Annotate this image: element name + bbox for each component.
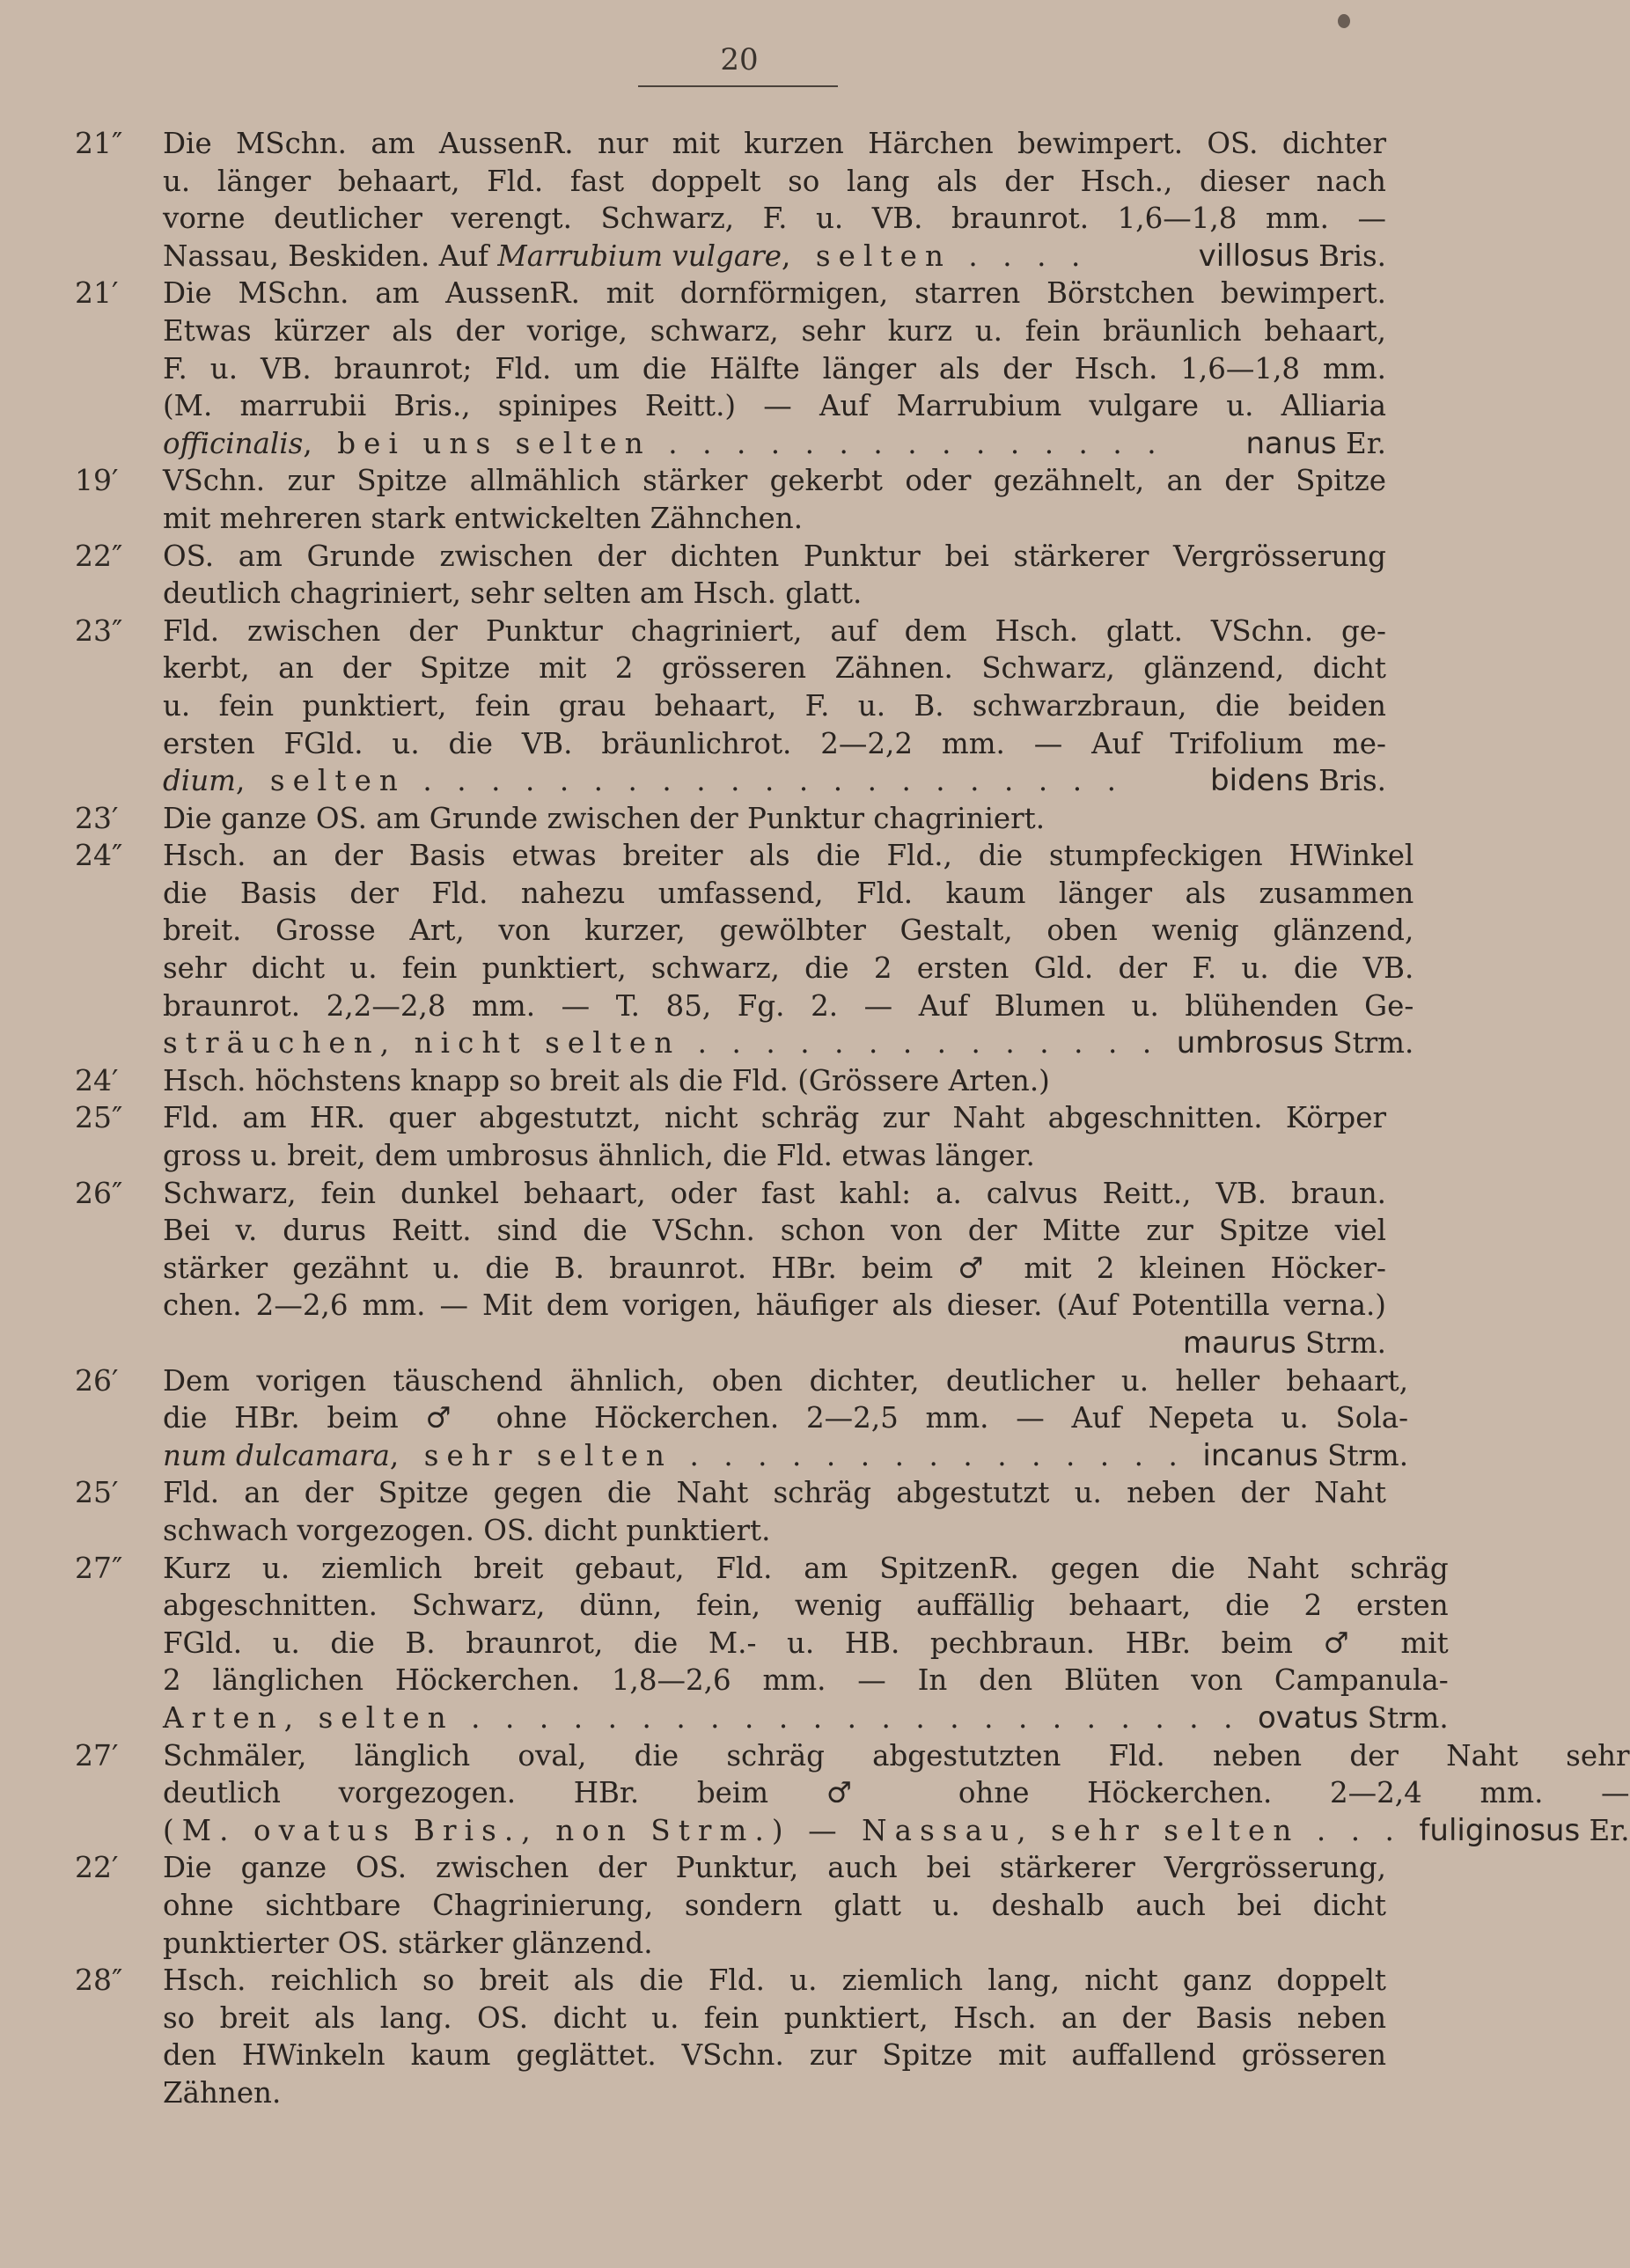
- species-author: Er.: [1580, 1813, 1630, 1847]
- couplet-number: 19′: [75, 463, 119, 498]
- key-entry: [75, 1062, 1386, 1100]
- key-entry: [75, 125, 1386, 275]
- couplet-number: 21′: [75, 275, 119, 311]
- text-line: die HBr. beim ♂ ohne Höckerchen. 2—2,5 mm. — Auf Nepeta u. Sola-: [163, 1401, 1409, 1435]
- text-line: ersten FGld. u. die VB. bräunlichrot. 2—2,2 mm. — Auf Trifolium me-: [163, 726, 1386, 760]
- text-line: die Basis der Fld. nahezu umfassend, Fld. kaum länger als zusammen: [163, 876, 1414, 910]
- couplet-number: 28″: [75, 1963, 123, 1998]
- key-entry: [75, 538, 1386, 613]
- species-author: Bris.: [1309, 764, 1386, 798]
- key-entry: [75, 462, 1386, 537]
- species-author: Strm.: [1358, 1700, 1449, 1735]
- text-line: (M. marrubii Bris., spinipes Reitt.) — Auf Marrubium vulgare u. Alliaria: [163, 389, 1386, 423]
- key-entry: [75, 1737, 1630, 1850]
- text-line: vorne deutlicher verengt. Schwarz, F. u. VB. braunrot. 1,6—1,8 mm. —: [163, 202, 1386, 236]
- species-name: maurus: [1182, 1325, 1296, 1361]
- key-entry: [75, 613, 1386, 800]
- species-line: num dulcamara, sehr selten . . . . . . . . . . . . . . . incanus Strm.: [163, 1437, 1409, 1473]
- text-line: sehr dicht u. fein punktiert, schwarz, die 2 ersten Gld. der F. u. die VB.: [163, 951, 1414, 986]
- species-name: ovatus: [1257, 1699, 1359, 1736]
- key-entry: [75, 1175, 1386, 1362]
- key-entry: [75, 1099, 1386, 1174]
- species-line: Nassau, Beskiden. Auf Marrubium vulgare, selten . . . . villosus Bris.: [163, 238, 1386, 274]
- species-line: dium, selten . . . . . . . . . . . . . . . . . . . . . bidens Bris.: [163, 763, 1386, 799]
- couplet-number: 25′: [75, 1475, 119, 1510]
- couplet-number: 22′: [75, 1850, 119, 1885]
- species-author: Strm.: [1296, 1326, 1386, 1360]
- key-entry: [75, 1962, 1386, 2111]
- couplet-number: 24′: [75, 1062, 119, 1097]
- text-line: Dem vorigen täuschend ähnlich, oben dichter, deutlicher u. heller behaart,: [163, 1363, 1409, 1398]
- key-entry: [75, 1474, 1386, 1549]
- header-rule: [638, 85, 838, 87]
- text-line: Fld. am HR. quer abgestutzt, nicht schräg zur Naht abgeschnitten. Körper: [163, 1101, 1386, 1135]
- couplet-number: 26″: [75, 1175, 123, 1210]
- text-line: Zähnen.: [163, 2075, 282, 2110]
- couplet-number: 27″: [75, 1550, 123, 1585]
- text-line: Die ganze OS. am Grunde zwischen der Punktur chagriniert.: [163, 801, 1046, 835]
- text-line: Etwas kürzer als der vorige, schwarz, sehr kurz u. fein bräunlich behaart,: [163, 313, 1386, 348]
- species-author: Strm.: [1318, 1438, 1409, 1472]
- couplet-number: 23″: [75, 613, 123, 648]
- page-number: 20: [720, 42, 759, 77]
- species-line: [163, 1325, 1386, 1362]
- couplet-number: 26′: [75, 1362, 119, 1398]
- key-entry: [75, 837, 1414, 1062]
- text-line: Bei v. durus Reitt. sind die VSchn. schon von der Mitte zur Spitze viel: [163, 1214, 1386, 1248]
- key-entry: [75, 1849, 1386, 1962]
- key-entry: [75, 275, 1386, 462]
- species-name: villosus: [1198, 238, 1310, 274]
- text-line: braunrot. 2,2—2,8 mm. — T. 85, Fg. 2. — Auf Blumen u. blühenden Ge-: [163, 988, 1414, 1023]
- text-line: OS. am Grunde zwischen der dichten Punktur bei stärkerer Vergrösserung: [163, 539, 1386, 573]
- species-name: fuliginosus: [1419, 1812, 1581, 1848]
- text-line: Die ganze OS. zwischen der Punktur, auch bei stärkerer Vergrösserung,: [163, 1851, 1386, 1885]
- text-line: Kurz u. ziemlich breit gebaut, Fld. am SpitzenR. gegen die Naht schräg: [163, 1551, 1449, 1585]
- couplet-number: 22″: [75, 538, 123, 573]
- text-line: Die MSchn. am AussenR. mit dornförmigen, starren Börstchen bewimpert.: [163, 276, 1386, 311]
- text-line: Hsch. an der Basis etwas breiter als die Fld., die stumpfeckigen HWinkel: [163, 839, 1414, 873]
- text-line: 2 länglichen Höckerchen. 1,8—2,6 mm. — In den Blüten von Campanula-: [163, 1663, 1449, 1698]
- text-line: Hsch. reichlich so breit als die Fld. u. ziemlich lang, nicht ganz doppelt: [163, 1963, 1386, 1998]
- text-line: so breit als lang. OS. dicht u. fein punktiert, Hsch. an der Basis neben: [163, 2000, 1386, 2035]
- text-line: deutlich chagriniert, sehr selten am Hsch. glatt.: [163, 576, 863, 611]
- text-line: FGld. u. die B. braunrot, die M.- u. HB. pechbraun. HBr. beim ♂ mit: [163, 1626, 1449, 1660]
- text-line: Die MSchn. am AussenR. nur mit kurzen Härchen bewimpert. OS. dichter: [163, 127, 1386, 160]
- species-line: (M. ovatus Bris., non Strm.) — Nassau, sehr selten . . . fuliginosus Er.: [163, 1812, 1630, 1848]
- key-entry: [75, 1362, 1409, 1475]
- species-name: umbrosus: [1176, 1025, 1324, 1061]
- text-line: Schmäler, länglich oval, die schräg abgestutzten Fld. neben der Naht sehr: [163, 1738, 1630, 1773]
- species-author: Er.: [1336, 426, 1386, 460]
- text-line: schwach vorgezogen. OS. dicht punktiert.: [163, 1513, 771, 1547]
- text-line: Fld. zwischen der Punktur chagriniert, auf dem Hsch. glatt. VSchn. ge-: [163, 613, 1386, 648]
- species-author: Bris.: [1309, 239, 1386, 273]
- couplet-number: 24″: [75, 838, 123, 873]
- text-line: kerbt, an der Spitze mit 2 grösseren Zähnen. Schwarz, glänzend, dicht: [163, 651, 1386, 686]
- key-entry: [75, 1550, 1449, 1737]
- couplet-number: 25″: [75, 1100, 123, 1135]
- species-line: Arten, selten . . . . . . . . . . . . . . . . . . . . . . . ovatus Strm.: [163, 1699, 1449, 1736]
- text-line: punktierter OS. stärker glänzend.: [163, 1926, 653, 1960]
- couplet-number: 21″: [75, 126, 123, 160]
- text-line: den HWinkeln kaum geglättet. VSchn. zur Spitze mit auffallend grösseren: [163, 2038, 1386, 2073]
- species-line: officinalis, bei uns selten . . . . . . . . . . . . . . . nanus Er.: [163, 425, 1386, 461]
- text-line: Fld. an der Spitze gegen die Naht schräg abgestutzt u. neben der Naht: [163, 1476, 1386, 1510]
- text-line: mit mehreren stark entwickelten Zähnchen.: [163, 501, 804, 535]
- text-line: u. länger behaart, Fld. fast doppelt so lang als der Hsch., dieser nach: [163, 164, 1386, 198]
- key-text: [75, 125, 1630, 2111]
- text-line: abgeschnitten. Schwarz, dünn, fein, wenig auffällig behaart, die 2 ersten: [163, 1589, 1449, 1623]
- text-line: F. u. VB. braunrot; Fld. um die Hälfte länger als der Hsch. 1,6—1,8 mm.: [163, 351, 1386, 385]
- text-line: Schwarz, fein dunkel behaart, oder fast kahl: a. calvus Reitt., VB. braun.: [163, 1176, 1386, 1210]
- species-author: Strm.: [1323, 1026, 1414, 1061]
- text-line: deutlich vorgezogen. HBr. beim ♂ ohne Höckerchen. 2—2,4 mm. —: [163, 1776, 1630, 1810]
- species-name: bidens: [1210, 763, 1310, 799]
- text-line: Hsch. höchstens knapp so breit als die Fld. (Grössere Arten.): [163, 1063, 1050, 1097]
- text-line: chen. 2—2,6 mm. — Mit dem vorigen, häufiger als dieser. (Auf Potentilla verna.): [163, 1288, 1386, 1323]
- text-line: ohne sichtbare Chagrinierung, sondern glatt u. deshalb auch bei dicht: [163, 1888, 1386, 1922]
- text-line: gross u. breit, dem umbrosus ähnlich, die Fld. etwas länger.: [163, 1139, 1035, 1173]
- text-line: u. fein punktiert, fein grau behaart, F. u. B. schwarzbraun, die beiden: [163, 688, 1386, 723]
- couplet-number: 23′: [75, 800, 119, 835]
- text-line: stärker gezähnt u. die B. braunrot. HBr. beim ♂ mit 2 kleinen Höcker-: [163, 1251, 1386, 1285]
- species-name: nanus: [1245, 425, 1337, 461]
- ink-speck: [1338, 14, 1350, 28]
- text-line: VSchn. zur Spitze allmählich stärker gekerbt oder gezähnelt, an der Spitze: [163, 464, 1386, 498]
- species-name: incanus: [1202, 1437, 1318, 1473]
- couplet-number: 27′: [75, 1737, 119, 1773]
- key-entry: [75, 800, 1386, 838]
- text-line: breit. Grosse Art, von kurzer, gewölbter Gestalt, oben wenig glänzend,: [163, 914, 1414, 948]
- species-line: sträuchen, nicht selten . . . . . . . . . . . . . . umbrosus Strm.: [163, 1025, 1414, 1061]
